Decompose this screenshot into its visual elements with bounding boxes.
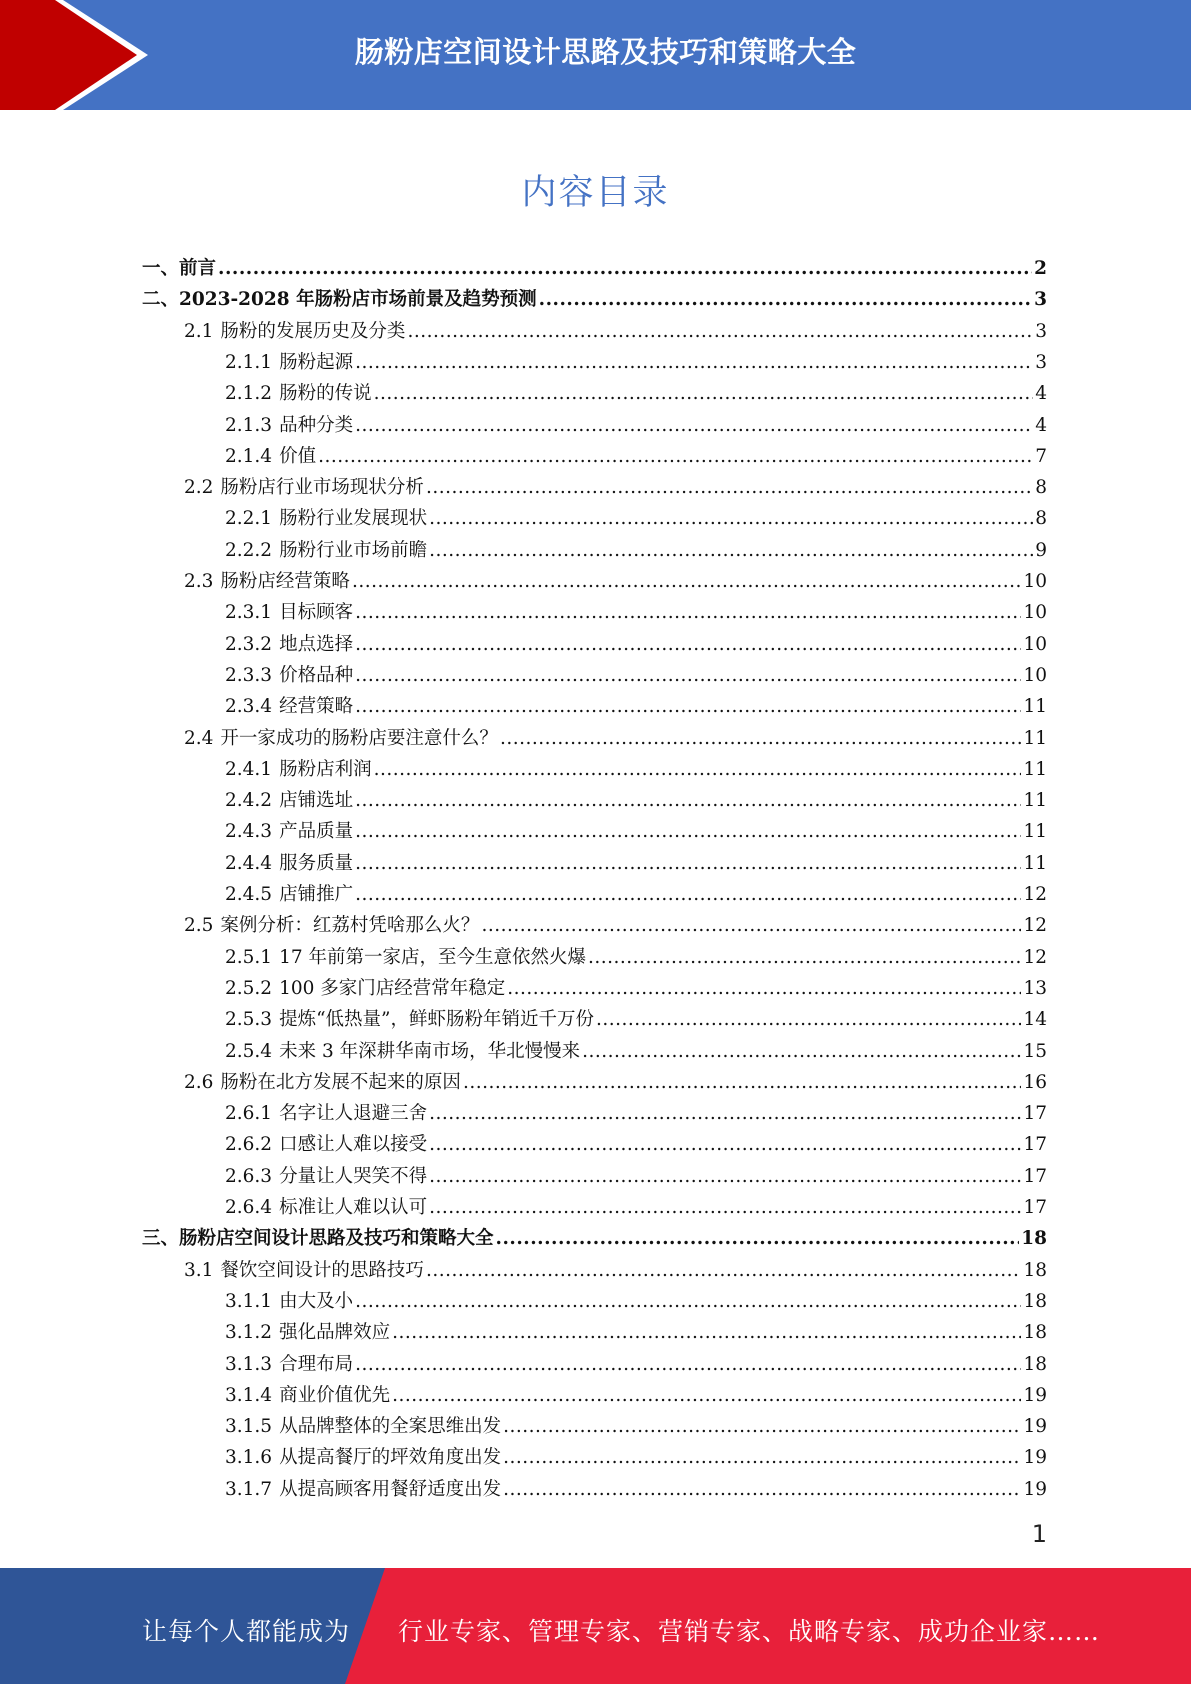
dot-leader xyxy=(429,1197,1021,1218)
toc-entry[interactable] xyxy=(225,817,1047,848)
toc-entry-title: 肠粉在北方发展不起来的原因 xyxy=(220,1071,461,1093)
toc-entry[interactable] xyxy=(225,1475,1047,1506)
toc-entry-number: 2.1.4 xyxy=(225,445,273,467)
toc-entry-page: 3 xyxy=(1034,289,1047,311)
toc-entry[interactable] xyxy=(225,504,1047,535)
toc-entry-title: 2023-2028 年肠粉店市场前景及趋势预测 xyxy=(179,289,537,311)
toc-entry-number: 三、 xyxy=(142,1228,180,1250)
dot-leader xyxy=(429,1134,1021,1155)
toc-entry-title: 合理布局 xyxy=(279,1353,354,1375)
toc-entry-number: 2.6.2 xyxy=(225,1134,273,1156)
toc-entry-page: 7 xyxy=(1035,445,1047,467)
toc-entry-title: 口感让人难以接受 xyxy=(279,1134,428,1156)
toc-entry-page: 18 xyxy=(1023,1290,1047,1312)
toc-entry[interactable] xyxy=(225,536,1047,567)
toc-entry-page: 10 xyxy=(1023,571,1047,592)
toc-entry-number: 2.4.1 xyxy=(225,758,273,780)
toc-entry-number: 2.4.3 xyxy=(225,821,273,843)
toc-entry[interactable] xyxy=(225,598,1047,629)
dot-leader xyxy=(503,1416,1021,1437)
toc-entry-title: 店铺推广 xyxy=(279,884,354,905)
dot-leader xyxy=(218,258,1032,279)
dot-leader xyxy=(429,1166,1021,1187)
toc-entry-number: 2.1 xyxy=(184,320,214,342)
dot-leader xyxy=(355,665,1021,686)
toc-entry-number: 2.2 xyxy=(184,477,214,499)
footer-slogan-right: 行业专家、管理专家、营销专家、战略专家、成功企业家…… xyxy=(398,1617,1101,1646)
toc-entry-title: 肠粉起源 xyxy=(279,351,354,373)
toc-entry-page: 17 xyxy=(1023,1103,1047,1125)
toc-entry-number: 一、 xyxy=(142,258,180,279)
dot-leader xyxy=(355,790,1021,811)
toc-entry-page: 11 xyxy=(1023,696,1047,718)
toc-entry-number: 2.3.4 xyxy=(225,696,273,718)
toc-entry-page: 11 xyxy=(1023,790,1047,812)
toc-entry-title: 肠粉行业市场前瞻 xyxy=(279,539,428,561)
toc-entry-page: 15 xyxy=(1023,1040,1047,1062)
toc-entry[interactable] xyxy=(225,379,1047,410)
dot-leader xyxy=(392,1322,1021,1343)
toc-entry[interactable] xyxy=(225,849,1047,880)
dot-leader xyxy=(355,352,1033,373)
dot-leader xyxy=(426,1260,1022,1281)
dot-leader xyxy=(582,1041,1021,1062)
dot-leader xyxy=(355,634,1021,655)
toc-entry-page: 9 xyxy=(1035,539,1047,561)
dot-leader xyxy=(355,884,1021,905)
toc-entry[interactable] xyxy=(184,724,1047,755)
toc-entry[interactable] xyxy=(225,786,1047,817)
toc-entry[interactable] xyxy=(225,1412,1047,1443)
toc-entry[interactable] xyxy=(225,974,1047,1005)
toc-entry[interactable] xyxy=(225,1381,1047,1412)
toc-entry[interactable] xyxy=(225,1318,1047,1349)
toc-entry-title: 餐饮空间设计的思路技巧 xyxy=(220,1259,424,1281)
toc-entry[interactable] xyxy=(225,1130,1047,1161)
toc-entry[interactable] xyxy=(225,1005,1047,1036)
toc-entry-page: 4 xyxy=(1035,383,1047,405)
toc-entry-title: 17 年前第一家店，至今生意依然火爆 xyxy=(279,946,587,968)
dot-leader xyxy=(355,821,1021,842)
toc-entry[interactable] xyxy=(225,692,1047,723)
toc-entry-number: 3.1.2 xyxy=(225,1322,273,1344)
toc-entry[interactable] xyxy=(225,630,1047,661)
toc-entry[interactable] xyxy=(225,442,1047,473)
toc-entry-number: 2.2.1 xyxy=(225,508,273,530)
toc-heading: 内容目录 xyxy=(521,173,670,213)
toc-entry-title: 名字让人退避三舍 xyxy=(279,1103,428,1125)
toc-entry-page: 12 xyxy=(1023,915,1047,937)
toc-entry-number: 2.5.3 xyxy=(225,1009,273,1031)
toc-entry-page: 11 xyxy=(1023,821,1047,843)
toc-entry-number: 3.1.3 xyxy=(225,1353,273,1375)
toc-entry-page: 8 xyxy=(1035,508,1047,530)
toc-entry[interactable] xyxy=(184,317,1047,348)
toc-entry-page: 18 xyxy=(1023,1353,1047,1375)
dot-leader xyxy=(355,853,1021,874)
toc-entry-page: 16 xyxy=(1023,1071,1047,1093)
toc-entry-title: 提炼“低热量”，鲜虾肠粉年销近千万份 xyxy=(279,1009,594,1031)
toc-entry-title: 由大及小 xyxy=(279,1290,354,1312)
toc-entry-title: 价值 xyxy=(279,445,317,467)
toc-entry-page: 10 xyxy=(1023,633,1047,655)
toc-entry-number: 2.6.3 xyxy=(225,1165,273,1187)
toc-entry-number: 2.1.3 xyxy=(225,414,273,436)
toc-entry-title: 产品质量 xyxy=(279,821,354,843)
toc-entry[interactable] xyxy=(225,755,1047,786)
dot-leader xyxy=(429,508,1033,529)
toc-entry-title: 店铺选址 xyxy=(279,790,354,812)
toc-entry-title: 肠粉店行业市场现状分析 xyxy=(220,477,424,499)
toc-entry-number: 二、 xyxy=(142,289,180,311)
toc-entry-title: 从品牌整体的全案思维出发 xyxy=(279,1416,502,1438)
dot-leader xyxy=(503,1479,1021,1500)
toc-entry[interactable] xyxy=(225,1162,1047,1193)
toc-entry-page: 3 xyxy=(1035,351,1047,373)
toc-entry-title: 从提高餐厅的坪效角度出发 xyxy=(279,1447,502,1469)
toc-entry-number: 2.4.2 xyxy=(225,790,273,812)
toc-entry-number: 2.2.2 xyxy=(225,539,273,561)
toc-entry-title: 100 多家门店经营常年稳定 xyxy=(279,977,506,999)
toc-entry-title: 前言 xyxy=(179,258,217,279)
toc-entry-number: 2.3.3 xyxy=(225,664,273,686)
toc-entry-title: 肠粉行业发展现状 xyxy=(279,508,428,530)
toc-entry[interactable] xyxy=(142,1224,1047,1255)
dot-leader xyxy=(355,1291,1021,1312)
toc-entry[interactable] xyxy=(184,567,1047,598)
toc-entry-page: 17 xyxy=(1023,1197,1047,1218)
toc-entry-number: 3.1 xyxy=(184,1259,214,1281)
toc-entry-number: 2.1.2 xyxy=(225,383,273,405)
dot-leader xyxy=(355,696,1021,717)
toc-entry-title: 标准让人难以认可 xyxy=(279,1197,428,1218)
toc-entry-page: 19 xyxy=(1023,1416,1047,1438)
toc-entry[interactable] xyxy=(184,911,1047,942)
dot-leader xyxy=(355,1354,1021,1375)
dot-leader xyxy=(426,477,1033,498)
toc-entry[interactable] xyxy=(225,880,1047,911)
dot-leader xyxy=(539,289,1033,310)
toc-entry-page: 13 xyxy=(1023,977,1047,999)
toc-entry[interactable] xyxy=(225,1037,1047,1068)
toc-entry-title: 开一家成功的肠粉店要注意什么？ xyxy=(220,727,498,749)
dot-leader xyxy=(503,1447,1021,1468)
toc-entry[interactable] xyxy=(142,254,1047,285)
toc-entry-title: 分量让人哭笑不得 xyxy=(279,1165,428,1187)
toc-entry-page: 12 xyxy=(1023,884,1047,905)
toc-entry[interactable] xyxy=(225,348,1047,379)
toc-entry-title: 案例分析：红荔村凭啥那么火？ xyxy=(220,915,480,937)
dot-leader xyxy=(355,415,1033,436)
toc-entry[interactable] xyxy=(142,285,1047,316)
toc-entry-page: 3 xyxy=(1035,320,1047,342)
toc-entry-number: 2.5.2 xyxy=(225,977,273,999)
dot-leader xyxy=(463,1072,1022,1093)
toc-entry-title: 目标顾客 xyxy=(279,602,354,624)
toc-entry-page: 19 xyxy=(1023,1447,1047,1469)
toc-entry[interactable] xyxy=(225,1350,1047,1381)
toc-entry[interactable] xyxy=(225,1443,1047,1474)
toc-entry-title: 肠粉店空间设计思路及技巧和策略大全 xyxy=(179,1228,494,1250)
footer-slogan-left: 让每个人都能成为 xyxy=(142,1617,351,1646)
dot-leader xyxy=(507,978,1021,999)
toc-entry-page: 14 xyxy=(1023,1009,1047,1031)
toc-entry-number: 3.1.5 xyxy=(225,1416,273,1438)
toc-entry-number: 2.3 xyxy=(184,571,214,592)
toc-entry[interactable] xyxy=(225,1099,1047,1130)
dot-leader xyxy=(588,947,1021,968)
toc-entry-title: 强化品牌效应 xyxy=(279,1322,391,1344)
page-number: 1 xyxy=(1031,1520,1047,1548)
toc-entry-page: 19 xyxy=(1023,1478,1047,1500)
footer-banner xyxy=(0,1568,1191,1684)
header-banner xyxy=(0,0,1191,110)
toc-entry-number: 3.1.7 xyxy=(225,1478,273,1500)
toc-entry-title: 肠粉店利润 xyxy=(279,758,372,780)
toc-entry-page: 18 xyxy=(1021,1228,1047,1250)
dot-leader xyxy=(596,1009,1021,1030)
toc-entry-page: 8 xyxy=(1035,477,1047,499)
toc-entry-title: 品种分类 xyxy=(279,414,354,436)
toc-entry-title: 从提高顾客用餐舒适度出发 xyxy=(279,1478,502,1500)
toc-entry-title: 肠粉的传说 xyxy=(279,383,372,405)
dot-leader xyxy=(355,602,1021,623)
dot-leader xyxy=(481,915,1021,936)
toc-entry[interactable] xyxy=(225,661,1047,692)
toc-entry-page: 10 xyxy=(1023,664,1047,686)
toc-entry-number: 2.3.2 xyxy=(225,633,273,655)
toc-entry-number: 3.1.4 xyxy=(225,1384,273,1406)
dot-leader xyxy=(429,540,1033,561)
dot-leader xyxy=(374,383,1034,404)
toc-entry-page: 11 xyxy=(1023,758,1047,780)
toc-entry-page: 11 xyxy=(1023,727,1047,749)
toc-entry-page: 17 xyxy=(1023,1165,1047,1187)
dot-leader xyxy=(318,446,1033,467)
toc-entry-number: 2.4.5 xyxy=(225,884,273,905)
toc-entry-title: 肠粉店经营策略 xyxy=(220,571,350,592)
toc-entry-title: 肠粉的发展历史及分类 xyxy=(220,320,406,342)
toc-entry[interactable] xyxy=(184,1256,1047,1287)
toc-entry-page: 11 xyxy=(1023,852,1047,874)
toc-entry-number: 2.6.4 xyxy=(225,1197,273,1218)
dot-leader xyxy=(392,1385,1021,1406)
toc-entry-number: 2.6 xyxy=(184,1071,214,1093)
toc-entry-page: 18 xyxy=(1023,1259,1047,1281)
toc-entry-title: 未来 3 年深耕华南市场，华北慢慢来 xyxy=(279,1040,581,1062)
toc-entry-title: 价格品种 xyxy=(279,664,354,686)
document-title: 肠粉店空间设计思路及技巧和策略大全 xyxy=(354,35,857,69)
toc-entry-number: 3.1.6 xyxy=(225,1447,273,1469)
toc-entry-page: 2 xyxy=(1034,258,1047,279)
toc-entry-page: 19 xyxy=(1023,1384,1047,1406)
toc-entry[interactable] xyxy=(225,411,1047,442)
toc-entry[interactable] xyxy=(184,1068,1047,1099)
toc-entry-page: 17 xyxy=(1023,1134,1047,1156)
toc-entry-page: 18 xyxy=(1023,1322,1047,1344)
toc-entry[interactable] xyxy=(225,1193,1047,1224)
toc-entry-title: 商业价值优先 xyxy=(279,1384,391,1406)
toc-entry-title: 服务质量 xyxy=(279,852,354,874)
toc-entry-title: 地点选择 xyxy=(279,633,354,655)
toc-entry-number: 2.6.1 xyxy=(225,1103,273,1125)
toc-entry[interactable] xyxy=(184,473,1047,504)
toc-entry-number: 2.3.1 xyxy=(225,602,273,624)
toc-entry-page: 4 xyxy=(1035,414,1047,436)
toc-entry-number: 2.4.4 xyxy=(225,852,273,874)
toc-entry-number: 2.5.1 xyxy=(225,946,273,968)
toc-entry[interactable] xyxy=(225,943,1047,974)
toc-entry[interactable] xyxy=(225,1287,1047,1318)
dot-leader xyxy=(496,1228,1020,1249)
dot-leader xyxy=(429,1103,1021,1124)
toc-entry-page: 10 xyxy=(1023,602,1047,624)
toc-entry-title: 经营策略 xyxy=(279,696,354,718)
dot-leader xyxy=(374,759,1022,780)
toc-entry-page: 12 xyxy=(1023,946,1047,968)
toc-entry-number: 3.1.1 xyxy=(225,1290,273,1312)
toc-entry-number: 2.5 xyxy=(184,915,214,937)
dot-leader xyxy=(500,728,1022,749)
dot-leader xyxy=(407,321,1033,342)
toc-entry-number: 2.5.4 xyxy=(225,1040,273,1062)
dot-leader xyxy=(352,571,1022,592)
toc-entry-number: 2.1.1 xyxy=(225,351,273,373)
toc-entry-number: 2.4 xyxy=(184,727,214,749)
